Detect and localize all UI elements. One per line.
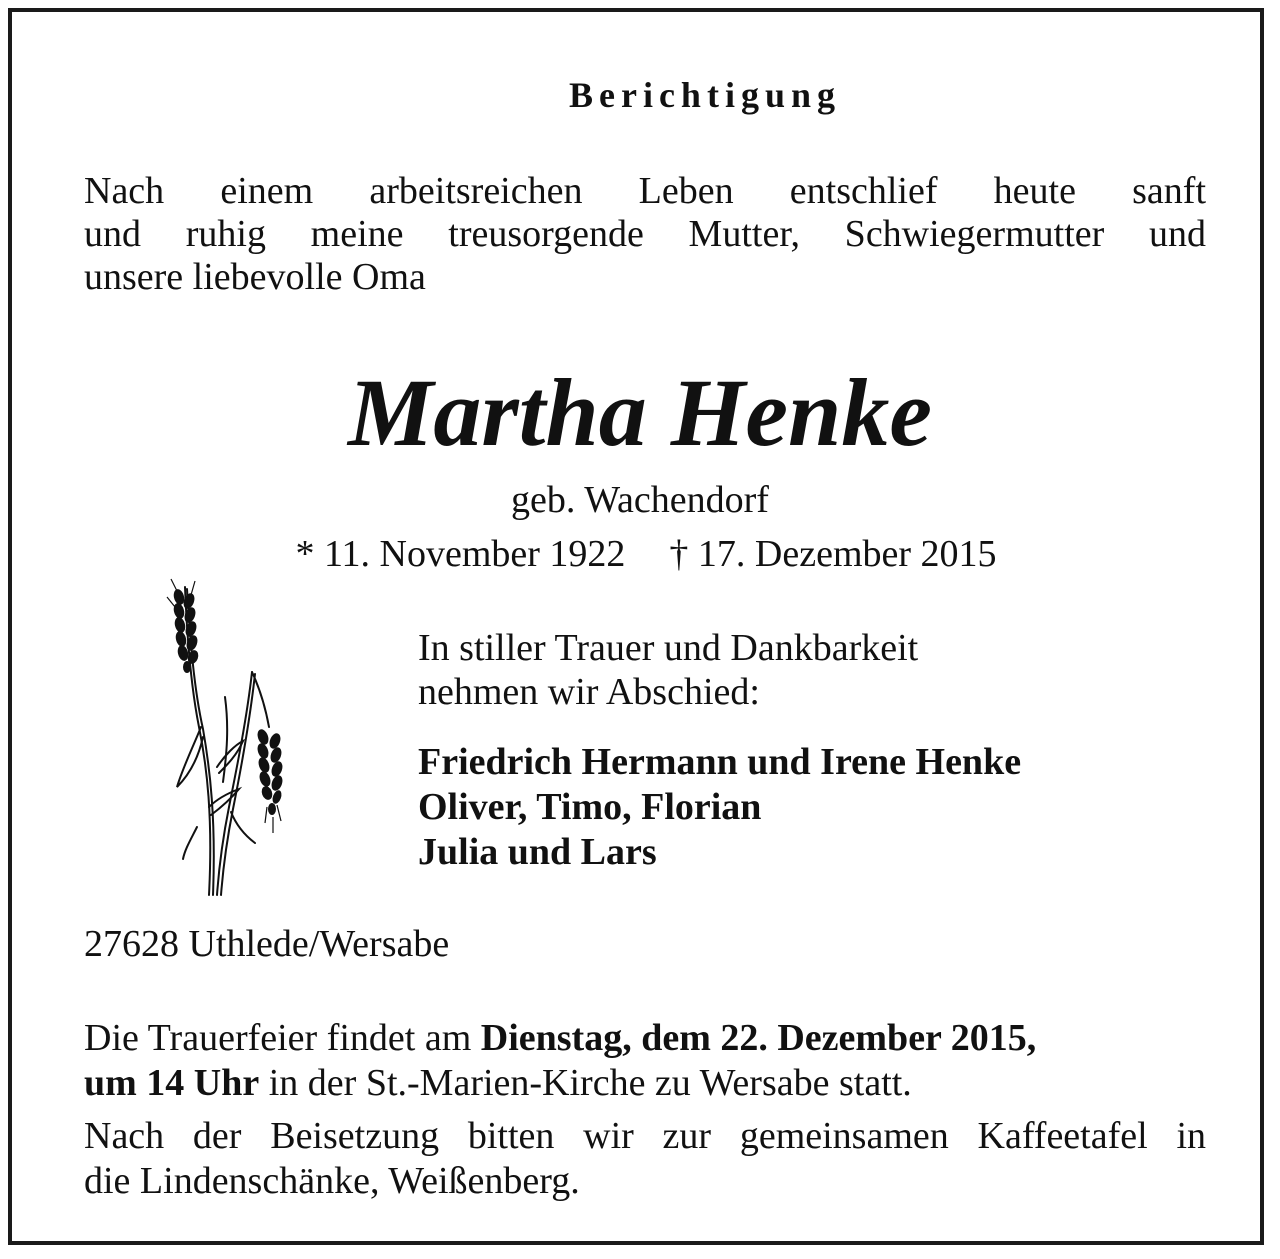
mourning-line: nehmen wir Abschied: [418, 671, 760, 713]
service-prefix: Die Trauerfeier findet am [84, 1017, 481, 1059]
mourning-line: In stiller Trauer und Dankbarkeit [418, 627, 919, 669]
family-line: Friedrich Hermann und Irene Henke [418, 741, 1022, 783]
notice-heading: Berichtigung [568, 75, 841, 115]
family-line: Julia und Lars [418, 831, 657, 873]
death-date: † 17. Dezember 2015 [669, 533, 997, 575]
birth-date: * 11. November 1922 [295, 533, 626, 575]
reception-line: die Lindenschänke, Weißenberg. [84, 1160, 580, 1202]
deceased-name: Martha Henke [347, 359, 933, 466]
reception-info [84, 1114, 1206, 1204]
intro-line: unsere liebevolle Oma [84, 256, 426, 298]
maiden-name: geb. Wachendorf [511, 479, 769, 521]
service-date: Dienstag, dem 22. Dezember 2015, [480, 1017, 1037, 1059]
family-line: Oliver, Timo, Florian [418, 786, 762, 828]
intro-line: Nach einem arbeitsreichen Leben entschlief heute sanft [84, 170, 1206, 212]
family-names [418, 740, 1021, 875]
intro-line: und ruhig meine treusorgende Mutter, Schwiegermutter und [84, 213, 1206, 255]
intro-text [84, 170, 1206, 299]
wheat-ears-icon [157, 577, 297, 897]
obituary-notice [8, 8, 1264, 1245]
reception-line: Nach der Beisetzung bitten wir zur gemeinsamen Kaffeetafel in [84, 1115, 1206, 1157]
service-info [84, 1016, 1206, 1106]
service-suffix: in der St.-Marien-Kirche zu Wersabe statt. [259, 1062, 912, 1104]
mourning-text [418, 626, 918, 714]
location: 27628 Uthlede/Wersabe [84, 923, 450, 965]
life-dates [12, 532, 1268, 576]
service-time: um 14 Uhr [84, 1062, 260, 1104]
